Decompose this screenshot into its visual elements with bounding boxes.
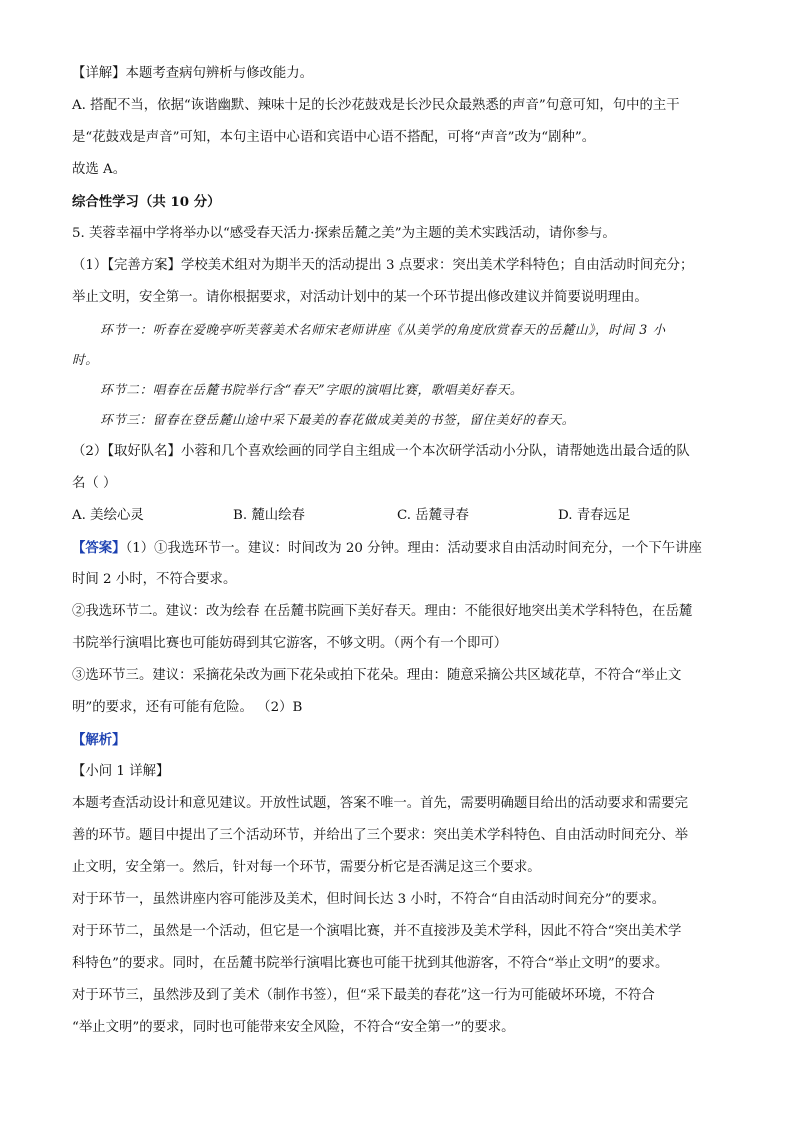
answer-line3: ②我选环节二。建议：改为绘春 在岳麓书院画下美好春天。理由：不能很好地突出美术学科特色，在岳麓 <box>72 604 693 619</box>
answer-label: 【答案】 <box>72 540 126 556</box>
answer-line5: ③选环节三。建议：采摘花朵改为画下花朵或拍下花朵。理由：随意采摘公共区域花草，不符合“举止文 <box>72 668 682 683</box>
analysis-body-line2: 善的环节。题目中提出了三个活动环节，并给出了三个要求：突出美术学科特色、自由活动时间充分、举 <box>72 828 688 843</box>
answer-line1 <box>72 538 702 559</box>
option-c: C. 岳麓寻春 <box>397 508 469 523</box>
analysis-body-line6: 科特色”的要求。同时，在岳麓书院举行演唱比赛也可能干扰到其他游客，不符合“举止文明”的要求。 <box>72 956 669 971</box>
option-d: D. 青春远足 <box>558 508 631 523</box>
option-b: B. 麓山绘春 <box>233 508 305 523</box>
option-a: A. 美绘心灵 <box>72 508 144 523</box>
analysis-body-line1: 本题考查活动设计和意见建议。开放性试题，答案不唯一。首先，需要明确题目给出的活动要求和需要完 <box>72 796 688 811</box>
answer-line2: 时间 2 小时，不符合要求。 <box>72 572 237 587</box>
question5-part1-line2: 举止文明，安全第一。请你根据要求，对活动计划中的某一个环节提出修改建议并简要说明理由。 <box>72 290 648 305</box>
option-a-analysis-line2: 是“花鼓戏是声音”可知，本句主语中心语和宾语中心语不搭配，可将“声音”改为“剧种”。 <box>72 130 596 145</box>
analysis-body-line3: 止文明，安全第一。然后，针对每一个环节，需要分析它是否满足这三个要求。 <box>72 860 541 875</box>
answer-line6: 明”的要求，还有可能有危险。 （2）B <box>72 700 303 715</box>
analysis-label: 【解析】 <box>72 732 126 748</box>
analysis-body-line8: “举止文明”的要求，同时也可能带来安全风险，不符合“安全第一”的要求。 <box>72 1020 515 1035</box>
plan-step2: 环节二：唱春在岳麓书院举行含“春天”字眼的演唱比赛，歌唱美好春天。 <box>100 382 524 397</box>
question5-intro: 5. 芙蓉幸福中学将举办以“感受春天活力·探索岳麓之美”为主题的美术实践活动，请你参与。 <box>72 226 616 241</box>
analysis-body-line4: 对于环节一，虽然讲座内容可能涉及美术，但时间长达 3 小时，不符合“自由活动时间充分”的要求。 <box>72 892 666 907</box>
sub-question1-label: 【小问 1 详解】 <box>72 764 170 779</box>
plan-step3: 环节三：留春在登岳麓山途中采下最美的春花做成美美的书签，留住美好的春天。 <box>100 412 575 427</box>
section-title: 综合性学习（共 10 分） <box>72 194 221 210</box>
option-a-analysis-line1: A. 搭配不当，依据“诙谐幽默、辣味十足的长沙花鼓戏是长沙民众最熟悉的声音”句意可知，句中的主干 <box>72 98 680 113</box>
analysis-body-line7: 对于环节三，虽然涉及到了美术（制作书签），但“采下最美的春花”这一行为可能破坏环境，不符合 <box>72 988 655 1003</box>
question5-part2-line1: （2）【取好队名】小蓉和几个喜欢绘画的同学自主组成一个本次研学活动小分队，请帮她选出最合适的队 <box>72 444 690 459</box>
detail-heading: 【详解】本题考查病句辨析与修改能力。 <box>72 66 314 81</box>
plan-step1-line2: 时。 <box>72 352 99 367</box>
question5-part2-line2: 名（ ） <box>72 476 117 491</box>
choose-answer: 故选 A。 <box>72 162 127 177</box>
plan-step1-line1: 环节一：听春在爱晚亭听芙蓉美术名师宋老师讲座《从美学的角度欣赏春天的岳麓山》，时间 3 小 <box>100 322 666 337</box>
answer-line4: 书院举行演唱比赛也可能妨碍到其它游客，不够文明。（两个有一个即可） <box>72 636 508 651</box>
answer-text1: （1）①我选环节一。建议：时间改为 20 分钟。理由：活动要求自由活动时间充分，一个下午讲座 <box>125 541 702 556</box>
analysis-body-line5: 对于环节二，虽然是一个活动，但它是一个演唱比赛，并不直接涉及美术学科，因此不符合“突出美术学 <box>72 924 682 939</box>
question5-part1-line1: （1）【完善方案】学校美术组对为期半天的活动提出 3 点要求：突出美术学科特色；自由活动时间充分； <box>72 258 694 273</box>
